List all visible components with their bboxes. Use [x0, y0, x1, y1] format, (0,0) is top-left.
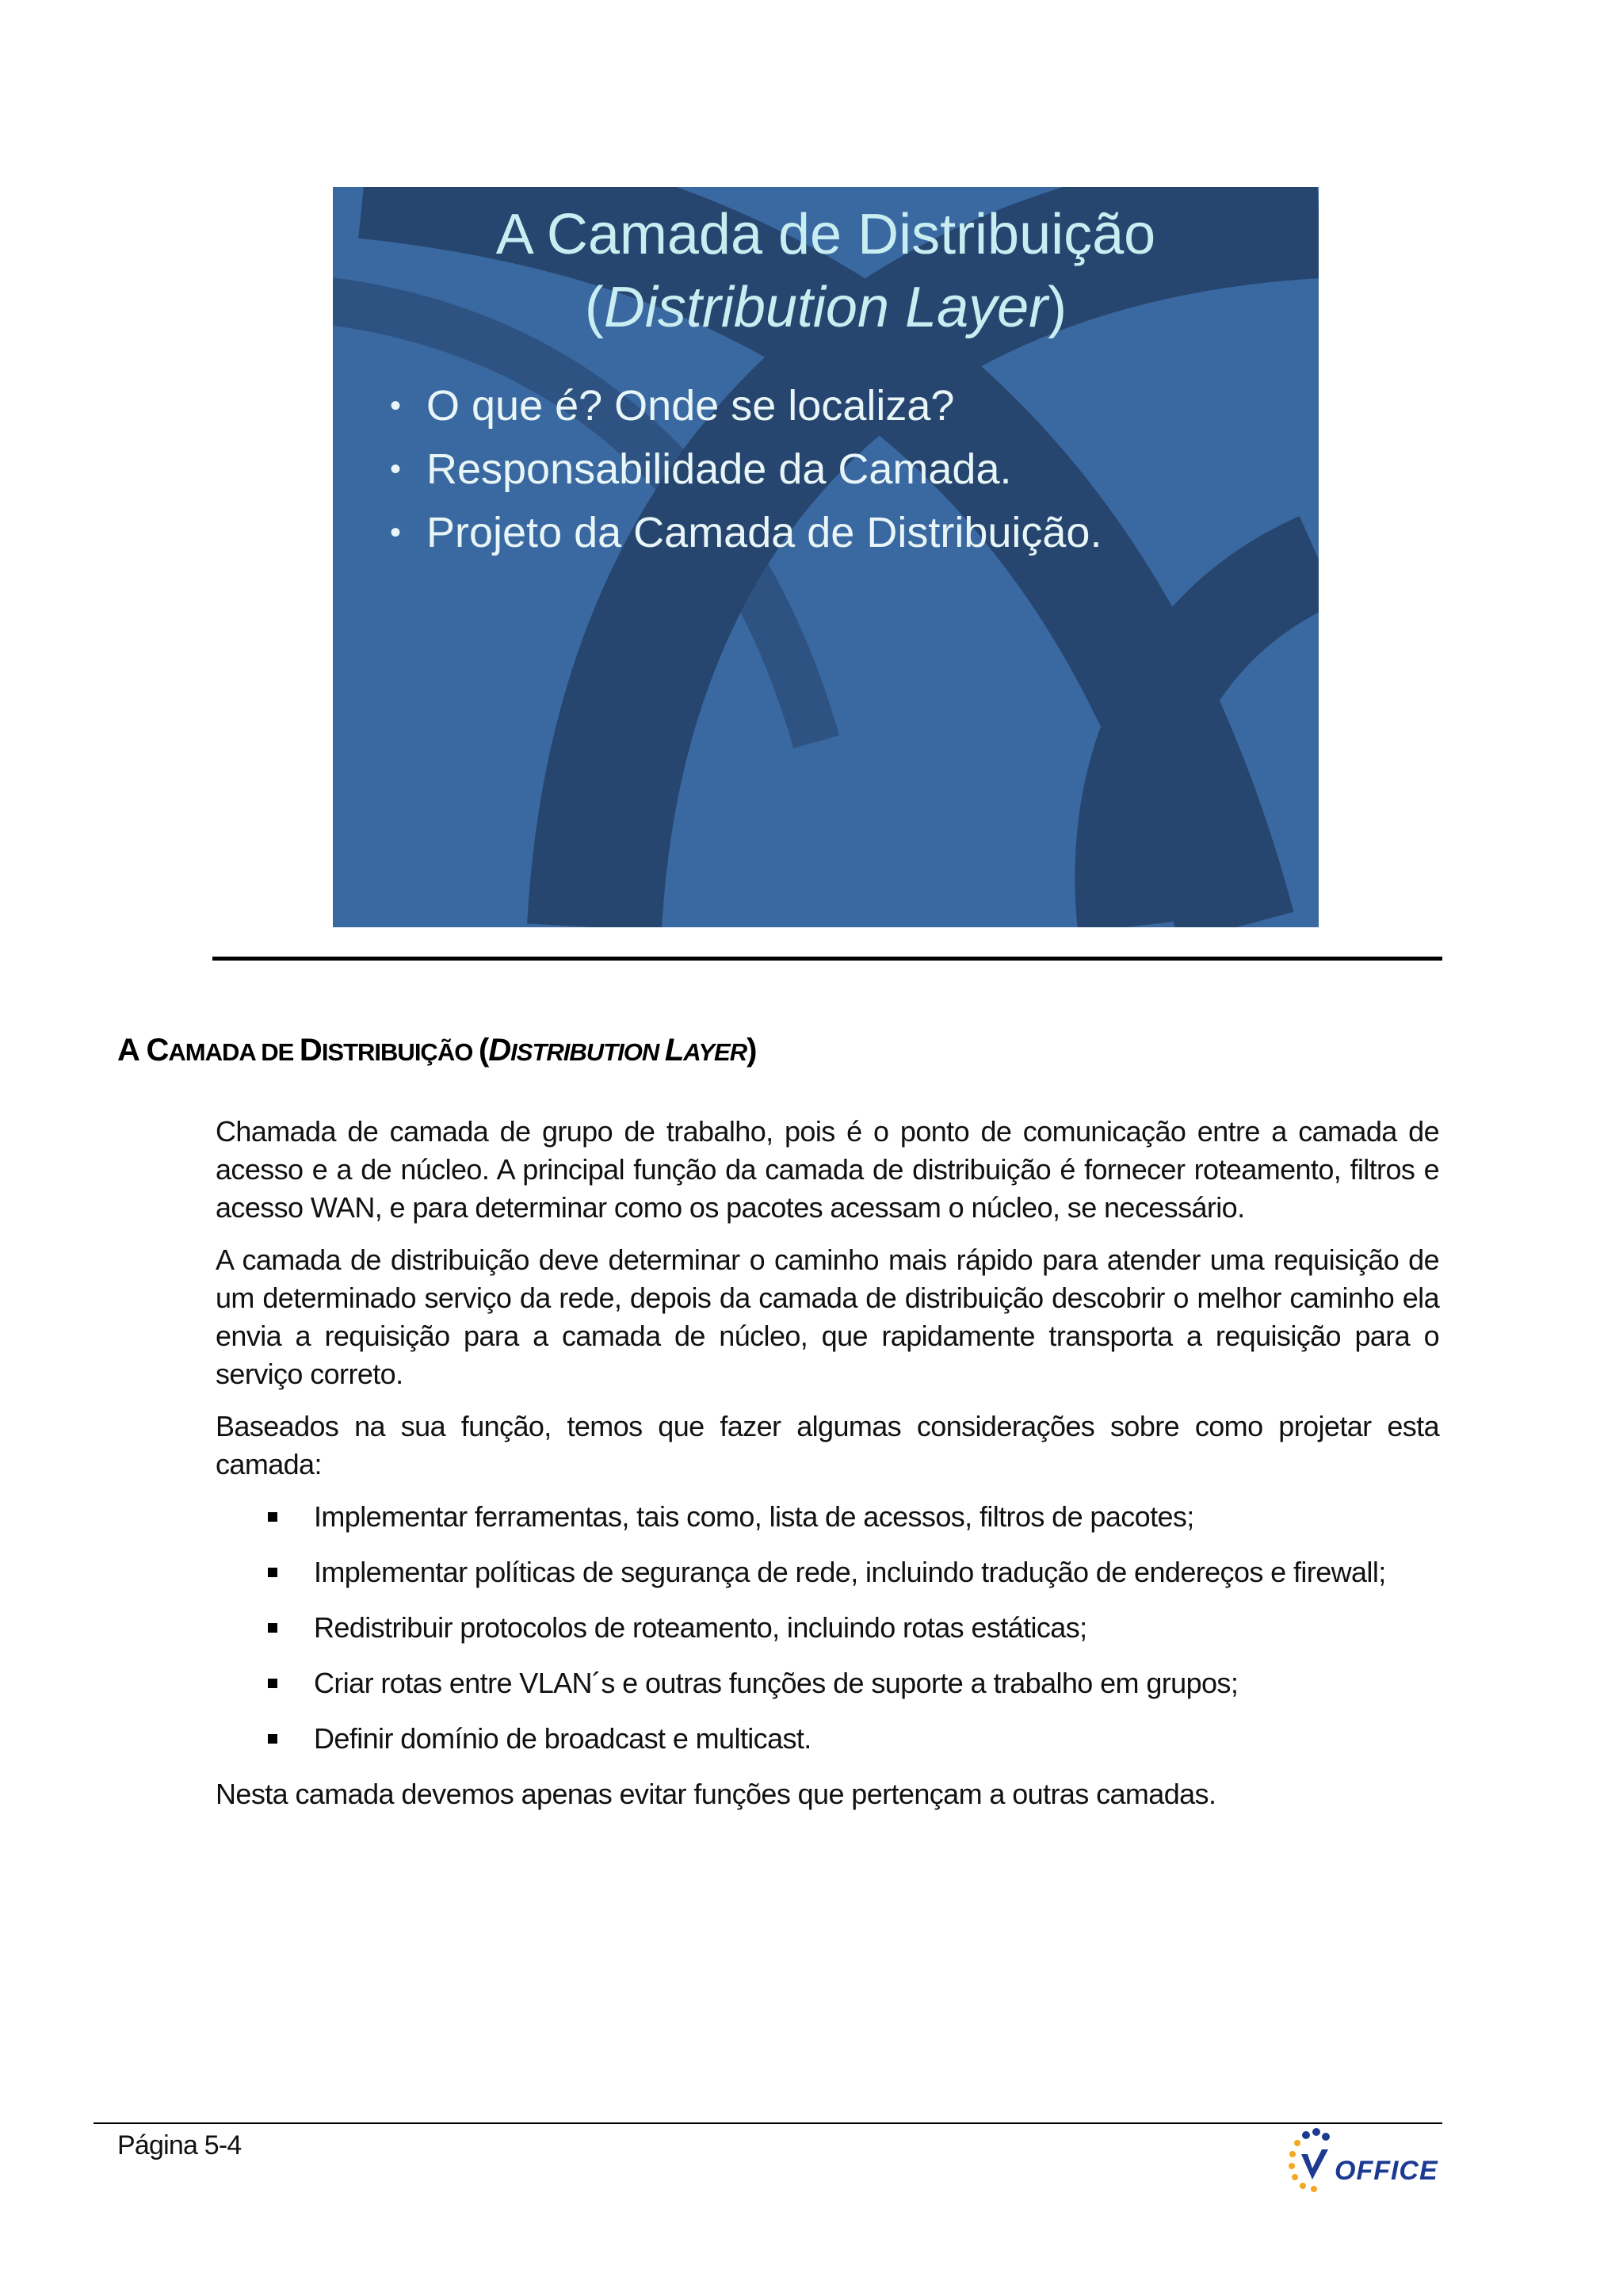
voffice-logo: [1282, 2126, 1445, 2202]
heading-part: ISTRIBUIÇÃO: [321, 1038, 479, 1066]
slide-title-italic: Distribution Layer: [603, 276, 1048, 339]
slide-title-paren-open: (: [584, 276, 604, 339]
heading-part: AYER: [683, 1038, 747, 1066]
list-item: Implementar políticas de segurança de rede, incluindo tradução de endereços e firewall;: [216, 1553, 1439, 1591]
slide-bullet: • O que é? Onde se localiza?: [390, 374, 1102, 437]
heading-part: ISTRIBUTION: [510, 1038, 665, 1066]
paragraph-4: Nesta camada devemos apenas evitar funções que pertençam a outras camadas.: [216, 1778, 1216, 1810]
heading-part: C: [146, 1033, 169, 1068]
slide-title: [333, 198, 1319, 344]
paragraph-1: Chamada de camada de grupo de trabalho, pois é o ponto de comunicação entre a camada de acesso e a de núcleo. A principal função da camada de distribuição é fornecer roteamento, filtros e acesso WAN, e para determinar como os pacotes acessam o núcleo, se necessário.: [216, 1115, 1439, 1224]
heading-part: D: [488, 1033, 511, 1068]
heading-part: ): [747, 1033, 757, 1068]
slide-bullet: • Projeto da Camada de Distribuição.: [390, 501, 1102, 564]
list-item: Redistribuir protocolos de roteamento, incluindo rotas estáticas;: [216, 1609, 1439, 1647]
slide-title-paren-close: ): [1048, 276, 1067, 339]
heading-part: L: [664, 1033, 684, 1068]
logo-text: OFFICE: [1335, 2156, 1438, 2186]
paragraph-2: A camada de distribuição deve determinar o caminho mais rápido para atender uma requisição de um determinado serviço da rede, depois da camada de distribuição descobrir o melhor caminho ela envia a requisição para a camada de núcleo, que rapidamente transporta a requisição para o serviço correto.: [216, 1244, 1439, 1390]
slide-bullet-list: [390, 374, 1102, 564]
list-item: Definir domínio de broadcast e multicast.: [216, 1720, 1439, 1758]
considerations-list: [216, 1498, 1439, 1758]
heading-part: AMADA DE: [168, 1038, 300, 1066]
body-text: [216, 1113, 1439, 1828]
section-heading: [117, 1033, 756, 1068]
slide-image: [333, 187, 1319, 927]
heading-part: (: [478, 1033, 489, 1068]
heading-part: A: [117, 1033, 147, 1068]
paragraph-3: Baseados na sua função, temos que fazer algumas considerações sobre como projetar esta camada:: [216, 1410, 1439, 1480]
divider-footer: [94, 2122, 1442, 2124]
divider-top: [212, 957, 1442, 961]
heading-part: D: [299, 1033, 322, 1068]
list-item: Implementar ferramentas, tais como, lista de acessos, filtros de pacotes;: [216, 1498, 1439, 1536]
slide-title-line2: [333, 271, 1319, 344]
slide-bullet: • Responsabilidade da Camada.: [390, 437, 1102, 501]
page-number: Página 5-4: [117, 2130, 242, 2160]
list-item: Criar rotas entre VLAN´s e outras funções de suporte a trabalho em grupos;: [216, 1664, 1439, 1702]
slide-title-line1: A Camada de Distribuição: [495, 203, 1156, 266]
